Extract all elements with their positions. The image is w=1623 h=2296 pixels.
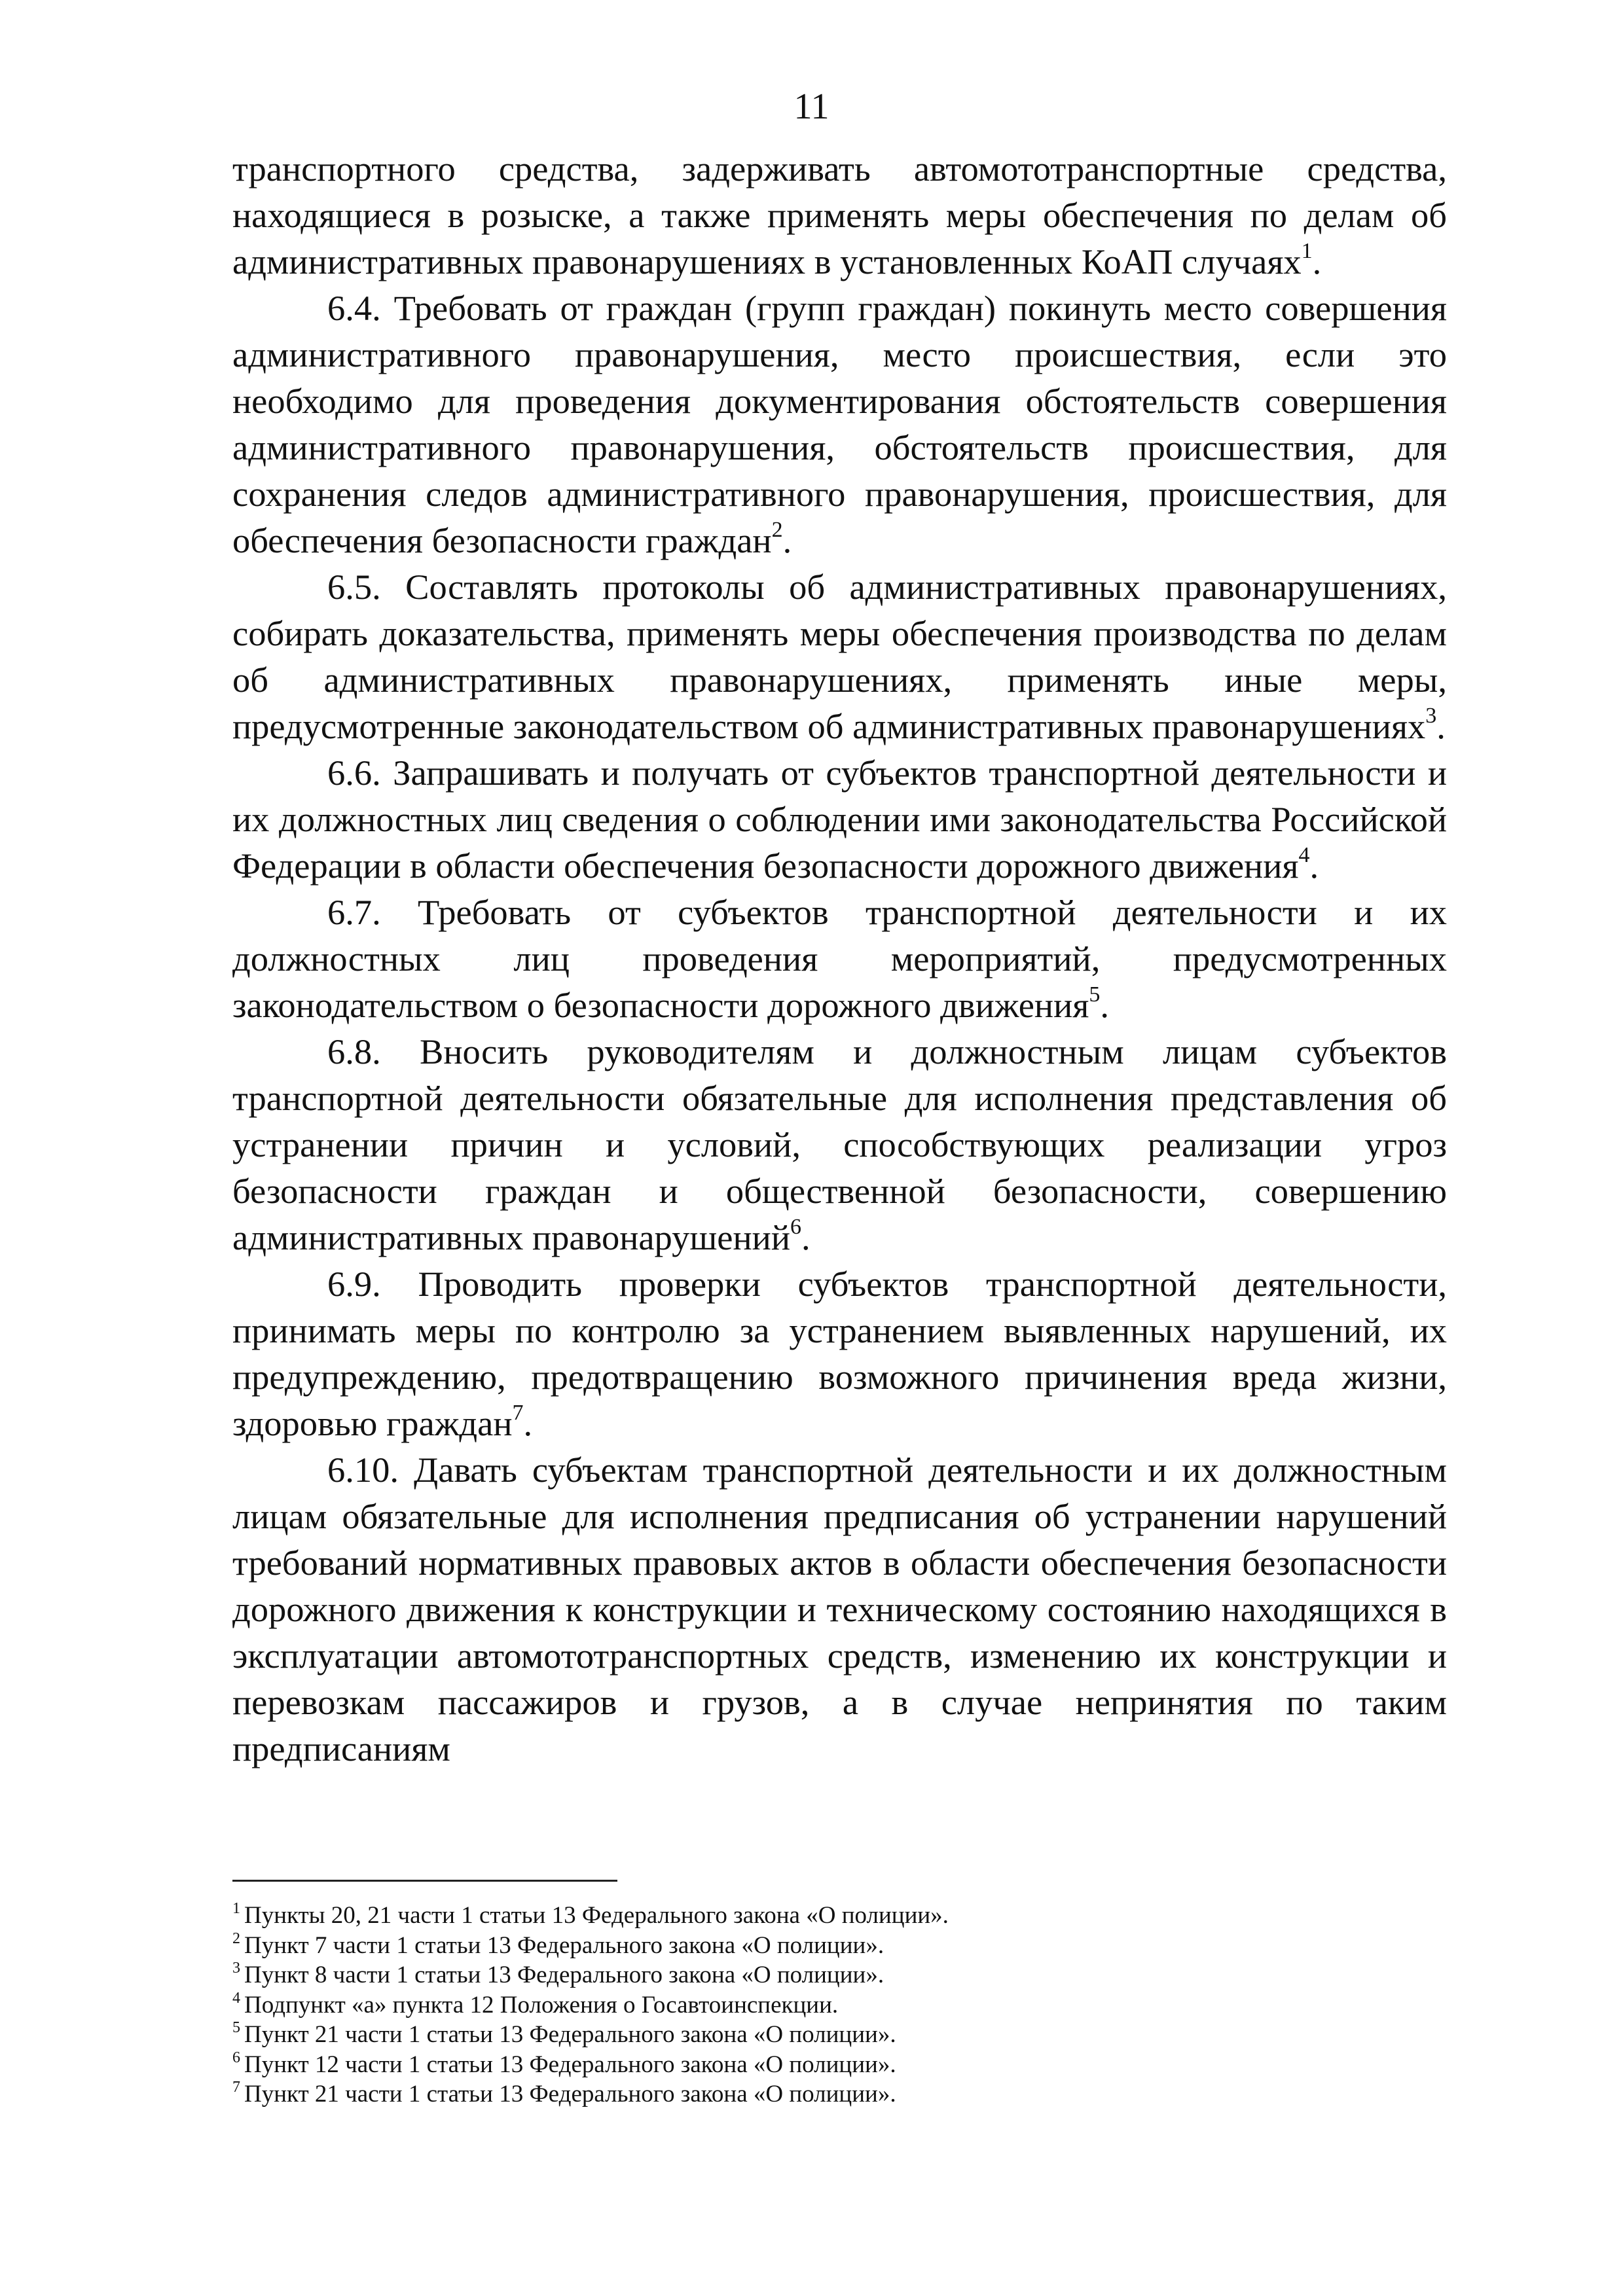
footnote-number: 2 [232,1929,240,1947]
footnote-text: Пункты 20, 21 части 1 статьи 13 Федерального закона «О полиции». [244,1902,949,1929]
footnote-text: Подпункт «а» пункта 12 Положения о Госавтоинспекции. [244,1991,839,2018]
footnote-ref: 6 [790,1215,801,1239]
item-6-7: 6.7. Требовать от субъектов транспортной деятельности и их должностных лиц проведения мероприятий, предусмотренных законодательством о безопасности дорожного движения$^5$. [232,892,1448,1025]
footnote-number: 1 [232,1900,240,1917]
footnote [232,1931,1447,1961]
footnote-ref: 3 [1425,704,1437,728]
footnote-text: Пункт 8 части 1 статьи 13 Федерального закона «О полиции». [244,1962,884,1988]
item-number: 6.9. [327,1264,381,1304]
footnote-text: Пункт 21 части 1 статьи 13 Федерального закона «О полиции». [244,2021,896,2048]
item-text: Требовать от граждан (групп граждан) покинуть место совершения административного правонарушения, место происшествия, если это необходимо для проведения документирования обстоятельств совершения административного правонарушения, обстоятельств происшествия, для сохранения следов административного правонарушения, происшествия, для обеспечения безопасности граждан [232,288,1448,560]
item-text: Проводить проверки субъектов транспортной деятельности, принимать меры по контролю за устранением выявленных нарушений, их предупреждению, предотвращению возможного причинения вреда жизни, здоровью граждан [232,1264,1447,1443]
item-text: Требовать от субъектов транспортной деятельности и их должностных лиц проведения мероприятий, предусмотренных законодательством о безопасности дорожного движения [232,892,1448,1025]
footnote [232,1901,1447,1931]
footnote-text: Пункт 7 части 1 статьи 13 Федерального закона «О полиции». [244,1931,884,1959]
footnote-number: 5 [232,2019,240,2036]
footnote-ref: 7 [512,1401,524,1425]
item-6-6: 6.6. Запрашивать и получать от субъектов транспортной деятельности и их должностных лиц сведения о соблюдении ими законодательства Российской Федерации в области обеспечения безопасности дорожного движения$^4$. [232,753,1447,886]
item-text: Запрашивать и получать от субъектов транспортной деятельности и их должностных лиц сведения о соблюдении ими законодательства Российской Федерации в области обеспечения безопасности дорожного движения [232,753,1447,886]
continuation-text: транспортного средства, задерживать автомототранспортные средства, находящиеся в розыске, а также применять меры обеспечения по делам об административных правонарушениях в установленных КоАП случаях [232,149,1447,281]
footnote-text: Пункт 12 части 1 статьи 13 Федерального закона «О полиции». [244,2051,896,2078]
footnote [232,1990,1447,2020]
item-6-10 [232,1446,1447,1772]
item-text: Вносить руководителям и должностным лицам субъектов транспортной деятельности обязательные для исполнения представления об устранении причин и условий, способствующих реализации угроз безопасности граждан и общественной безопасности, совершению административных правонарушений [232,1031,1448,1257]
footnote-ref: 2 [771,518,783,542]
continuation-paragraph: транспортного средства, задерживать автомототранспортные средства, находящиеся в розыске, а также применять меры обеспечения по делам об административных правонарушениях в установленных КоАП случаях$^1$. [232,149,1447,281]
footnote-text: Пункт 21 части 1 статьи 13 Федерального закона «О полиции». [244,2081,896,2108]
document-body [232,145,1447,1772]
item-6-5: 6.5. Составлять протоколы об административных правонарушениях, собирать доказательства, применять меры обеспечения производства по делам об административных правонарушениях, применять иные меры, предусмотренные законодательством об административных правонарушениях$^3$. [232,567,1447,746]
footnote [232,2020,1447,2050]
item-text: Составлять протоколы об административных правонарушениях, собирать доказательства, применять меры обеспечения производства по делам об административных правонарушениях, применять иные меры, предусмотренные законодательством об административных правонарушениях [232,567,1447,746]
footnote-number: 4 [232,1989,240,2007]
item-number: 6.8. [327,1031,381,1071]
item-number: 6.7. [327,892,381,932]
item-number: 6.6. [327,753,381,793]
item-number: 6.5. [327,567,381,607]
item-number: 6.10. [327,1450,399,1490]
footnote [232,2079,1447,2109]
item-6-8: 6.8. Вносить руководителям и должностным лицам субъектов транспортной деятельности обязательные для исполнения представления об устранении причин и условий, способствующих реализации угроз безопасности граждан и общественной безопасности, совершению административных правонарушений$^6$. [232,1031,1448,1257]
page-number: 11 [793,86,830,127]
item-number: 6.4. [327,288,381,328]
item-text: Давать субъектам транспортной деятельности и их должностным лицам обязательные для исполнения предписания об устранении нарушений требований нормативных правовых актов в области обеспечения безопасности дорожного движения к конструкции и техническому состоянию находящихся в эксплуатации автомототранспортных средств, изменению их конструкции и перевозкам пассажиров и грузов, а в случае непринятия по таким предписаниям [232,1450,1448,1768]
footnote-ref: 4 [1298,843,1310,867]
footnote-number: 3 [232,1960,240,1977]
footnote [232,1960,1447,1990]
item-6-9: 6.9. Проводить проверки субъектов транспортной деятельности, принимать меры по контролю за устранением выявленных нарушений, их предупреждению, предотвращению возможного причинения вреда жизни, здоровью граждан$^7$. [232,1264,1447,1443]
footnotes [232,1901,1447,2109]
item-6-4: 6.4. Требовать от граждан (групп граждан) покинуть место совершения административного правонарушения, место происшествия, если это необходимо для проведения документирования обстоятельств совершения административного правонарушения, обстоятельств происшествия, для сохранения следов административного правонарушения, происшествия, для обеспечения безопасности граждан$^2$. [232,288,1448,560]
footnote [232,2050,1447,2080]
footnote-ref: 1 [1301,239,1313,263]
footnote-number: 7 [232,2079,240,2096]
footnote-ref: 5 [1089,982,1101,1007]
footnote-separator [232,1880,617,1882]
footnote-number: 6 [232,2049,240,2066]
